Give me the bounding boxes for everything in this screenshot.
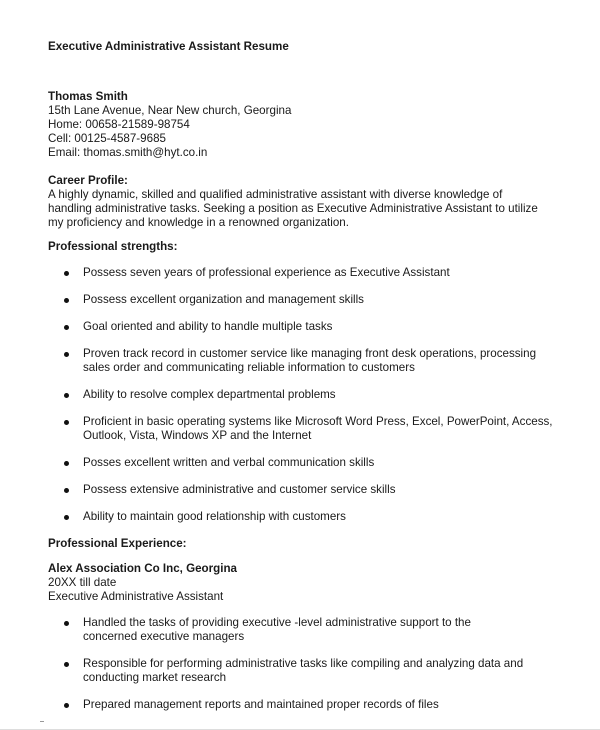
home-phone: Home: 00658-21589-98754 bbox=[48, 118, 190, 131]
bullet-icon bbox=[64, 298, 69, 303]
career-text: A highly dynamic, skilled and qualified administrative assistant with diverse knowledge of handling administrative tasks. Seeking a position as Executive Administrative Assistant to utilize my proficiency and knowledge in a renowned organization. bbox=[48, 188, 538, 229]
dates: 20XX till date bbox=[48, 576, 117, 589]
bullet-icon bbox=[64, 461, 69, 466]
bullet-icon bbox=[64, 271, 69, 276]
document-title: Executive Administrative Assistant Resume bbox=[48, 40, 289, 53]
contact-block bbox=[48, 90, 568, 160]
list-item: Possess seven years of professional experience as Executive Assistant bbox=[48, 266, 558, 280]
bullet-icon bbox=[64, 662, 69, 667]
bullet-icon bbox=[64, 420, 69, 425]
bullet-icon bbox=[64, 515, 69, 520]
experience-list bbox=[48, 616, 528, 712]
bullet-icon bbox=[64, 352, 69, 357]
career-heading: Career Profile: bbox=[48, 174, 128, 187]
bullet-icon bbox=[64, 703, 69, 708]
page-mark bbox=[40, 721, 44, 722]
bullet-icon bbox=[64, 621, 69, 626]
role: Executive Administrative Assistant bbox=[48, 590, 224, 603]
list-item: Proficient in basic operating systems like Microsoft Word Press, Excel, PowerPoint, Access, Outlook, Vista, Windows XP and the Internet bbox=[48, 415, 558, 443]
list-item: Ability to resolve complex departmental problems bbox=[48, 388, 558, 402]
cell-phone: Cell: 00125-4587-9685 bbox=[48, 132, 166, 145]
strengths-heading: Professional strengths: bbox=[48, 240, 178, 253]
list-item: Responsible for performing administrative tasks like compiling and analyzing data and conducting market research bbox=[48, 657, 528, 685]
bullet-icon bbox=[64, 488, 69, 493]
address: 15th Lane Avenue, Near New church, Georgina bbox=[48, 104, 292, 117]
bullet-icon bbox=[64, 325, 69, 330]
bullet-icon bbox=[64, 393, 69, 398]
list-item: Handled the tasks of providing executive -level administrative support to the concerned executive managers bbox=[48, 616, 528, 644]
list-item: Proven track record in customer service like managing front desk operations, processing sales order and communicating reliable information to customers bbox=[48, 347, 558, 375]
resume-page bbox=[48, 40, 568, 725]
list-item: Ability to maintain good relationship with customers bbox=[48, 510, 558, 524]
list-item: Goal oriented and ability to handle multiple tasks bbox=[48, 320, 558, 334]
list-item: Possess extensive administrative and customer service skills bbox=[48, 483, 558, 497]
company: Alex Association Co Inc, Georgina bbox=[48, 562, 237, 575]
list-item: Posses excellent written and verbal communication skills bbox=[48, 456, 558, 470]
list-item: Prepared management reports and maintained proper records of files bbox=[48, 698, 528, 712]
name: Thomas Smith bbox=[48, 90, 128, 103]
strengths-list bbox=[48, 266, 558, 524]
list-item: Possess excellent organization and management skills bbox=[48, 293, 558, 307]
email: Email: thomas.smith@hyt.co.in bbox=[48, 146, 208, 159]
experience-heading: Professional Experience: bbox=[48, 537, 187, 550]
